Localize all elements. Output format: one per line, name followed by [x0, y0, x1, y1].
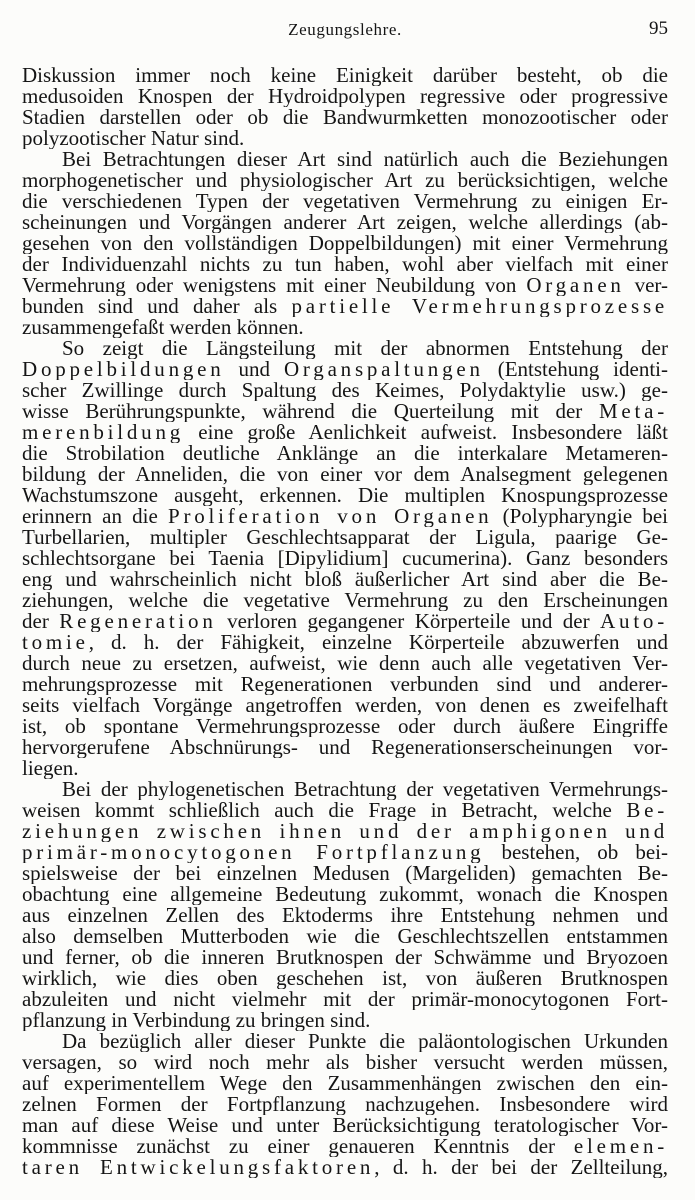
spaced-emphasis: Meta- [598, 401, 668, 422]
text-line: die Strobilation deutliche Anklänge an die interkalare Metameren- [22, 443, 668, 464]
text-line [22, 506, 668, 527]
text-line [22, 296, 668, 317]
page-number: 95 [649, 18, 668, 39]
text-line: auf experimentellem Wege den Zusammenhängen zwischen den ein- [22, 1073, 668, 1094]
text-line: zelnen Formen der Fortpflanzung nachzugehen. Insbesondere wird [22, 1094, 668, 1115]
line-text: verloren gegangener Körperteile und der [216, 611, 601, 632]
line-text: kommnisse zunächst zu einer genaueren Kenntnis der [22, 1136, 574, 1157]
text-line: scheinungen und Vorgängen anderer Art zeigen, welche allerdings (ab- [22, 212, 668, 233]
text-line: Turbellarien, multipler Geschlechtsapparat der Ligula, paarige Ge- [22, 527, 668, 548]
text-line [22, 800, 668, 821]
spaced-emphasis: Organen [526, 275, 625, 296]
running-head: Zeugungslehre. [288, 20, 402, 39]
text-line: spielsweise der bei einzelnen Medusen (Margeliden) gemachten Be- [22, 863, 668, 884]
line-text: eine große Aenlichkeit aufweist. Insbesondere läßt [184, 422, 668, 443]
text-line: mehrungsprozesse mit Regenerationen verbunden sind und anderer- [22, 674, 668, 695]
line-text: (Entstehung identi- [483, 359, 668, 380]
line-text: Vermehrung oder wenigstens mit einer Neubildung von [22, 275, 527, 296]
paragraph [22, 338, 668, 779]
paragraph [22, 149, 668, 338]
paragraph [22, 1031, 668, 1178]
text-line: scher Zwillinge durch Spaltung des Keimes, Polydaktylie usw.) ge- [22, 380, 668, 401]
text-line: der Individuenzahl nichts zu tun haben, wohl aber vielfach mit einer [22, 254, 668, 275]
text-line: eng und wahrscheinlich nicht bloß äußerlicher Art sind aber die Be- [22, 569, 668, 590]
spaced-emphasis: Organspaltungen [283, 359, 484, 380]
text-line: seits vielfach Vorgänge angetroffen werden, von denen es zweifelhaft [22, 695, 668, 716]
text-line: polyzootischer Natur sind. [22, 128, 245, 149]
text-line: morphogenetischer und physiologischer Art zu berücksichtigen, welche [22, 170, 668, 191]
text-line: versagen, so wird noch mehr als bisher versucht werden müssen, [22, 1052, 668, 1073]
text-line: man auf diese Weise und unter Berücksichtigung teratologischer Vor- [22, 1115, 668, 1136]
text-line: abzuleiten und nicht vielmehr mit der primär-monocytogonen Fort- [22, 989, 668, 1010]
text-line: die verschiedenen Typen der vegetativen Vermehrung zu einigen Er- [22, 191, 668, 212]
spaced-emphasis: primär-monocytogonen Fortpflanzung [22, 842, 485, 863]
line-text: wisse Berührungspunkte, während die Querteilung mit der [22, 401, 599, 422]
text-line: So zeigt die Längsteilung mit der abnormen Entstehung der [62, 338, 668, 359]
line-text: der [22, 611, 60, 632]
text-line: Bei Betrachtungen dieser Art sind natürlich auch die Beziehungen [62, 149, 668, 170]
spaced-emphasis: Auto- [600, 611, 668, 632]
spaced-emphasis: partielle Vermehrungsprozesse [291, 296, 668, 317]
text-line: schlechtsorgane bei Taenia [Dipylidium] cucumerina). Ganz besonders [22, 548, 668, 569]
line-text: bestehen, ob bei- [484, 842, 668, 863]
text-line: Diskussion immer noch keine Einigkeit darüber besteht, ob die [22, 65, 668, 86]
text-line: hervorgerufene Abschnürungs- und Regenerationserscheinungen vor- [22, 737, 668, 758]
text-line: pflanzung in Verbindung zu bringen sind. [22, 1010, 371, 1031]
text-line [22, 1136, 668, 1157]
text-line: liegen. [22, 758, 79, 779]
text-line [22, 1157, 668, 1178]
text-line: Bei der phylogenetischen Betrachtung der vegetativen Vermehrungs- [62, 779, 668, 800]
spaced-emphasis: Regeneration [59, 611, 217, 632]
text-line: bildung der Anneliden, die von einer vor dem Analsegment gelegenen [22, 464, 668, 485]
text-line: ziehungen zwischen ihnen und der amphigonen und [22, 821, 668, 842]
text-line: medusoiden Knospen der Hydroidpolypen regressive oder progressive [22, 86, 668, 107]
line-text: ver- [624, 275, 668, 296]
paragraph [22, 779, 668, 1031]
text-line: durch neue zu ersetzen, aufweist, wie denn auch alle vegetativen Ver- [22, 653, 668, 674]
text-line [22, 611, 668, 632]
text-line: Da bezüglich aller dieser Punkte die paläontologischen Urkunden [62, 1031, 668, 1052]
spaced-emphasis: taren Entwickelungsfaktoren [22, 1157, 375, 1178]
text-line [22, 632, 668, 653]
line-text: bunden sind und daher als [22, 296, 292, 317]
text-line: aus einzelnen Zellen des Ektoderms ihre Entstehung nehmen und [22, 905, 668, 926]
line-text: , d. h. der bei der Zellteilung, [374, 1157, 668, 1178]
text-line: obachtung eine allgemeine Bedeutung zukommt, wonach die Knospen [22, 884, 668, 905]
text-line [22, 359, 668, 380]
text-line: Wachstumszone ausgeht, erkennen. Die multiplen Knospungsprozesse [22, 485, 668, 506]
text-line: zusammengefaßt werden können. [22, 317, 304, 338]
spaced-emphasis: Doppelbildungen [22, 359, 225, 380]
spaced-emphasis: elemen- [573, 1136, 668, 1157]
text-line [22, 275, 668, 296]
text-line: wirklich, wie dies oben geschehen ist, von äußeren Brutknospen [22, 968, 668, 989]
line-text: erinnern an die [22, 506, 169, 527]
text-line [22, 422, 668, 443]
spaced-emphasis: Be- [626, 800, 668, 821]
line-text: und [224, 359, 284, 380]
spaced-emphasis: tomie [22, 632, 89, 653]
line-text: weisen kommt schließlich auch die Frage in Betracht, welche [22, 800, 627, 821]
line-text: (Polypharyngie bei [492, 506, 668, 527]
paragraph [22, 65, 668, 149]
line-text: , d. h. der Fähigkeit, einzelne Körperteile abzuwerfen und [88, 632, 668, 653]
body-text [22, 65, 668, 1178]
text-line: ziehungen, welche die vegetative Vermehrung zu den Erscheinungen [22, 590, 668, 611]
text-line: also demselben Mutterboden wie die Geschlechtszellen entstammen [22, 926, 668, 947]
text-line: und ferner, ob die inneren Brutknospen der Schwämme und Bryozoen [22, 947, 668, 968]
text-line: ist, ob spontane Vermehrungsprozesse oder durch äußere Eingriffe [22, 716, 668, 737]
spaced-emphasis: merenbildung [22, 422, 184, 443]
text-line [22, 401, 668, 422]
spaced-emphasis: Proliferation von Organen [168, 506, 493, 527]
text-line [22, 842, 668, 863]
text-line: Stadien darstellen oder ob die Bandwurmketten monozootischer oder [22, 107, 668, 128]
text-line: gesehen von den vollständigen Doppelbildungen) mit einer Vermehrung [22, 233, 668, 254]
